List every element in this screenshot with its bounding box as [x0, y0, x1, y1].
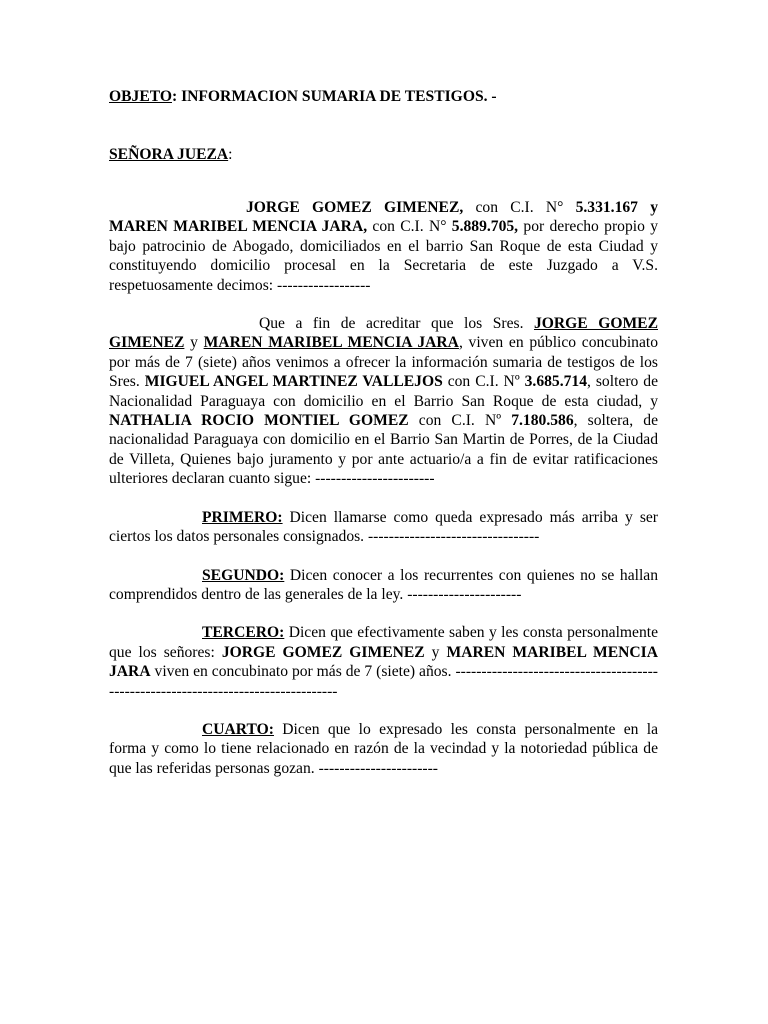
- witness-ci-2: 7.180.586: [511, 412, 574, 430]
- petitioner-name-2: MAREN MARIBEL MENCIA JARA: [109, 643, 659, 681]
- text-segment: y: [424, 643, 447, 661]
- clause-label: CUARTO:: [202, 720, 274, 738]
- text-segment: viven en concubinato por más de 7 (siete) años. -----------------------------------------------------------------------------------: [109, 663, 658, 700]
- addressee-heading: [109, 145, 658, 165]
- text-segment: , soltera, de nacionalidad Paraguaya con domicilio en el Barrio San Martin de Porres, de la Ciudad de Villeta, Quienes bajo juramento y por ante actuario/a a fin de evitar ratificaciones ulteriores declaran cuanto sigue: -----------------------: [109, 412, 658, 488]
- text-segment: Que a fin de acreditar que los Sres.: [259, 315, 534, 333]
- addressee-suffix: :: [228, 146, 233, 163]
- clause-text: Dicen que efectivamente saben y les consta personalmente que los señores:: [109, 624, 658, 661]
- addressee-label: SEÑORA JUEZA: [109, 146, 229, 163]
- text-segment: y: [184, 334, 204, 352]
- clause-text: Dicen que lo expresado les consta personalmente en la forma y como lo tiene relacionado en razón de la vecindad y la notoriedad pública de que las referidas personas gozan. -----------------------: [109, 720, 658, 777]
- witness-ci-1: 3.685.714: [524, 373, 587, 391]
- clause-segundo: [109, 566, 658, 605]
- clause-label: SEGUNDO:: [202, 566, 285, 584]
- clause-label: PRIMERO:: [202, 508, 283, 526]
- petitioner-ci-2: 5.889.705,: [451, 218, 519, 236]
- text-segment: por derecho propio y bajo patrocinio de Abogado, domiciliados en el barrio San Roque de esta Ciudad y constituyendo domicilio procesal en la Secretaria de este Juzgado a V.S. respetuosamente decimos: ------------------: [109, 218, 658, 294]
- petitioner-name-1: JORGE GOMEZ GIMENEZ: [221, 643, 425, 661]
- clause-text: Dicen llamarse como queda expresado más arriba y ser ciertos los datos personales consignados. ---------------------------------: [109, 508, 658, 546]
- clause-text: Dicen conocer a los recurrentes con quienes no se hallan comprendidos dentro de las generales de la ley. ----------------------: [109, 566, 658, 603]
- petitioner-name-1-underlined: JORGE GOMEZ GIMENEZ: [109, 315, 658, 352]
- clause-cuarto: [109, 720, 658, 778]
- intro-paragraph: [109, 198, 658, 295]
- witness-name-2: NATHALIA ROCIO MONTIEL GOMEZ: [109, 412, 409, 430]
- petitioner-ci-and-name-2: 5.331.167 y MAREN MARIBEL MENCIA JARA,: [109, 199, 658, 236]
- clause-primero: [109, 508, 658, 547]
- objeto-heading: [109, 87, 658, 107]
- text-segment: con C.I. Nº: [408, 412, 512, 430]
- text-segment: con C.I. N°: [367, 218, 452, 236]
- clause-tercero: [109, 623, 658, 701]
- text-segment: , soltero de Nacionalidad Paraguaya con domicilio en el Barrio San Roque de esta ciudad, y: [109, 373, 658, 410]
- clause-label: TERCERO:: [202, 624, 285, 642]
- document-page: [109, 87, 658, 778]
- objeto-label: OBJETO: [109, 88, 172, 105]
- petitioner-name-2-underlined: MAREN MARIBEL MENCIA JARA: [203, 334, 459, 352]
- objeto-text: : INFORMACION SUMARIA DE TESTIGOS. -: [171, 88, 497, 105]
- text-segment: con C.I. Nº: [442, 373, 525, 391]
- witness-name-1: MIGUEL ANGEL MARTINEZ VALLEJOS: [144, 373, 443, 391]
- text-segment: , viven en público concubinato por más de 7 (siete) años venimos a ofrecer la información sumaria de testigos de los Sres.: [109, 334, 658, 391]
- text-segment: con C.I. N°: [463, 199, 576, 216]
- petitioner-name-1: JORGE GOMEZ GIMENEZ,: [246, 199, 464, 216]
- request-paragraph: [109, 314, 658, 489]
